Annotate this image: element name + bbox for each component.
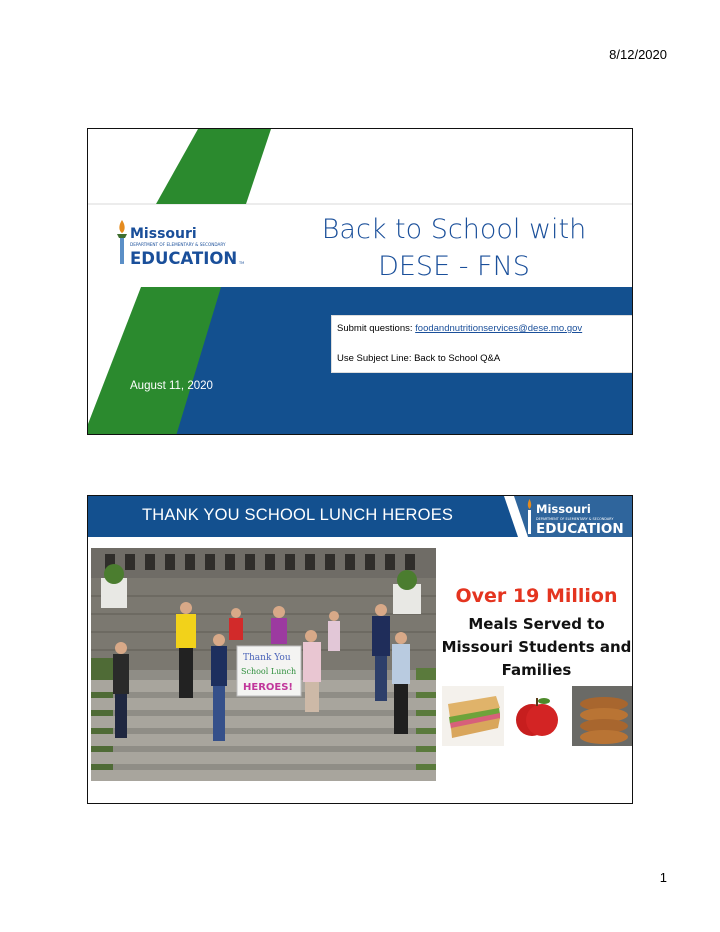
logo2-missouri-text: Missouri [536, 502, 591, 516]
logo2-education-text: EDUCATION [536, 521, 624, 537]
sign-text-2: School Lunch [241, 667, 297, 676]
sandwich-image [442, 686, 504, 746]
subject-line: Use Subject Line: Back to School Q&A [337, 353, 501, 364]
sign-text-1: Thank You [243, 653, 291, 663]
questions-label: Submit questions: [337, 323, 416, 334]
logo-department-text: DEPARTMENT OF ELEMENTARY & SECONDARY [130, 242, 226, 247]
thank-you-heading: THANK YOU SCHOOL LUNCH HEROES [142, 506, 454, 524]
questions-line [337, 323, 582, 334]
promo-line-3: Families [501, 661, 572, 679]
logo2-department-text: DEPARTMENT OF ELEMENTARY & SECONDARY [536, 517, 614, 521]
title-line-2: DESE - FNS [378, 251, 530, 282]
missouri-education-logo-small [496, 496, 633, 537]
title-line-1: Back to School with [321, 214, 587, 245]
promo-line-1: Meals Served to [468, 615, 605, 633]
slide-thank-you [87, 495, 633, 804]
logo-education-text: EDUCATION [130, 249, 238, 268]
logo-missouri-text: Missouri [130, 226, 197, 242]
cookies-image [572, 686, 633, 746]
apple-image [507, 686, 567, 746]
logo-tm-text: TM [239, 261, 245, 265]
slide-title-heading [314, 211, 594, 285]
page-number: 1 [659, 870, 667, 885]
lunch-heroes-photo [91, 548, 436, 781]
missouri-education-logo [114, 218, 254, 268]
promo-line-2: Missouri Students and [441, 638, 632, 656]
meals-served-promo [440, 575, 633, 745]
promo-body [440, 613, 633, 682]
slide-title [87, 128, 633, 435]
sign-text-3: HEROES! [243, 682, 293, 693]
presentation-date: August 11, 2020 [130, 380, 213, 392]
questions-email-link[interactable]: foodandnutritionservices@dese.mo.gov [415, 323, 583, 334]
questions-box [331, 315, 633, 373]
promo-headline: Over 19 Million [455, 585, 618, 607]
header-date: 8/12/2020 [609, 47, 667, 62]
